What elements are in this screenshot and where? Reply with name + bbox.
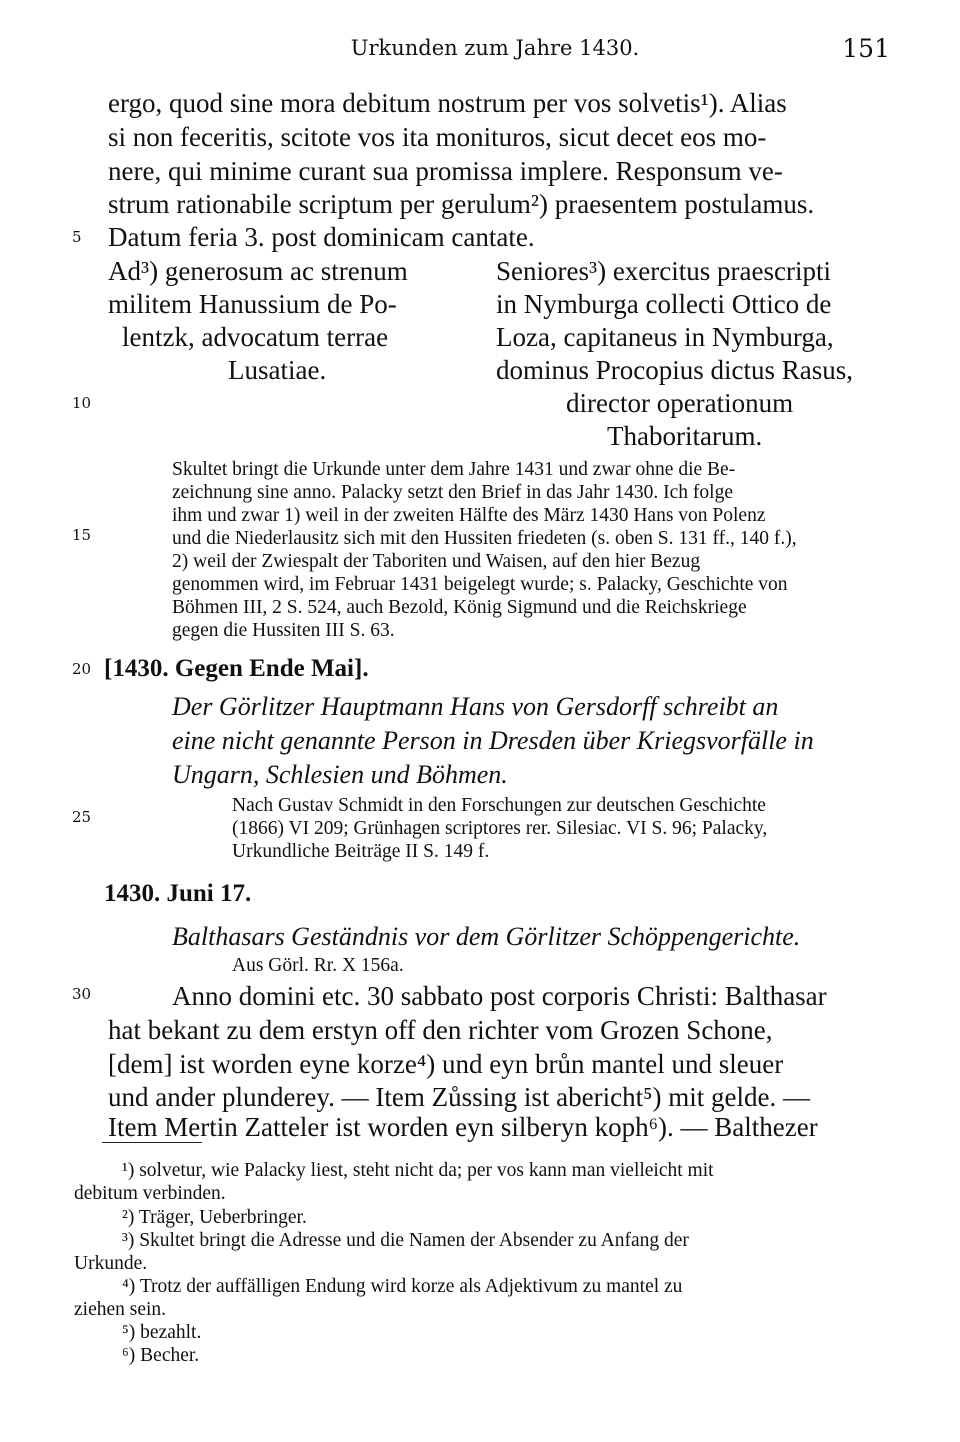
title-line: Der Görlitzer Hauptmann Hans von Gersdorff schreibt an: [172, 692, 779, 721]
source-line: Urkundliche Beiträge II S. 149 f.: [232, 841, 490, 862]
note-line: 2) weil der Zwiespalt der Taboriten und Waisen, auf den hier Bezug: [172, 551, 701, 572]
note-line: Skultet bringt die Urkunde unter dem Jahre 1431 und zwar ohne die Be-: [172, 459, 736, 480]
running-head: Urkunden zum Jahre 1430.: [350, 36, 640, 60]
note-line: zeichnung sine anno. Palacky setzt den Brief in das Jahr 1430. Ich folge: [172, 482, 733, 503]
text-line: und ander plunderey. — Item Zůssing ist abericht⁵) mit gelde. —: [108, 1082, 810, 1112]
note-line: Böhmen III, 2 S. 524, auch Bezold, König Sigmund und die Reichskriege: [172, 597, 747, 618]
footnote: ziehen sein.: [74, 1299, 167, 1320]
title-line: Ungarn, Schlesien und Böhmen.: [172, 760, 508, 789]
footnote: ⁵) bezahlt.: [122, 1322, 202, 1343]
source-line: Nach Gustav Schmidt in den Forschungen zur deutschen Geschichte: [232, 795, 766, 816]
title-line: eine nicht genannte Person in Dresden über Kriegsvorfälle in: [172, 726, 814, 755]
line-number: 5: [72, 228, 82, 246]
page-header: [100, 34, 890, 64]
footnote: ¹) solvetur, wie Palacky liest, steht nicht da; per vos kann man vielleicht mit: [122, 1160, 714, 1181]
footnote: ⁶) Becher.: [122, 1345, 200, 1366]
entry-heading: 1430. Juni 17.: [104, 880, 252, 907]
address-line: Seniores³) exercitus praescripti: [496, 256, 831, 286]
entry-title: Balthasars Geständnis vor dem Görlitzer Schöppengerichte.: [172, 922, 801, 951]
footnote-rule: [102, 1142, 202, 1143]
text-line: [dem] ist worden eyne korze⁴) und eyn brůn mantel und sleuer: [108, 1049, 784, 1079]
line-number: 10: [72, 394, 92, 412]
note-line: genommen wird, im Februar 1431 beigelegt wurde; s. Palacky, Geschichte von: [172, 574, 788, 595]
address-line: dominus Procopius dictus Rasus,: [496, 355, 854, 385]
address-line: Loza, capitaneus in Nymburga,: [496, 322, 834, 352]
address-line: Lusatiae.: [228, 355, 327, 385]
line-number: 20: [72, 660, 92, 678]
line-number: 30: [72, 985, 92, 1003]
page-number: 151: [842, 34, 890, 63]
entry-heading: [1430. Gegen Ende Mai].: [104, 655, 369, 682]
footnote: ⁴) Trotz der auffälligen Endung wird korze als Adjektivum zu mantel zu: [122, 1276, 683, 1297]
source-line: (1866) VI 209; Grünhagen scriptores rer. Silesiac. VI S. 96; Palacky,: [232, 818, 768, 839]
text-line: ergo, quod sine mora debitum nostrum per vos solvetis¹). Alias: [108, 88, 787, 118]
footnote: debitum verbinden.: [74, 1183, 226, 1204]
text-line: Datum feria 3. post dominicam cantate.: [108, 222, 535, 252]
note-line: gegen die Hussiten III S. 63.: [172, 620, 395, 641]
footnote: ³) Skultet bringt die Adresse und die Namen der Absender zu Anfang der: [122, 1230, 689, 1251]
text-line: strum rationabile scriptum per gerulum²) praesentem postulamus.: [108, 189, 815, 219]
note-line: und die Niederlausitz sich mit den Hussiten friedeten (s. oben S. 131 ff., 140 f.),: [172, 528, 797, 549]
address-line: director operationum: [566, 388, 794, 418]
address-line: lentzk, advocatum terrae: [122, 322, 389, 352]
text-line: si non feceritis, scitote vos ita monituros, sicut decet eos mo-: [108, 122, 767, 152]
address-line: in Nymburga collecti Ottico de: [496, 289, 832, 319]
address-line: Ad³) generosum ac strenum: [108, 256, 408, 286]
line-number: 25: [72, 808, 92, 826]
line-number: 15: [72, 526, 92, 544]
note-line: ihm und zwar 1) weil in der zweiten Hälfte des März 1430 Hans von Polenz: [172, 505, 766, 526]
address-line: militem Hanussium de Po-: [108, 289, 397, 319]
text-line: hat bekant zu dem erstyn off den richter vom Grozen Schone,: [108, 1015, 773, 1045]
address-line: Thaboritarum.: [607, 421, 763, 451]
text-line: nere, qui minime curant sua promissa implere. Responsum ve-: [108, 156, 783, 186]
footnote: Urkunde.: [74, 1253, 148, 1274]
text-line: Anno domini etc. 30 sabbato post corporis Christi: Balthasar: [172, 981, 827, 1011]
entry-source: Aus Görl. Rr. X 156a.: [232, 955, 404, 976]
footnote: ²) Träger, Ueberbringer.: [122, 1207, 307, 1228]
text-line: Item Mertin Zatteler ist worden eyn silberyn koph⁶). — Balthezer: [108, 1112, 818, 1142]
